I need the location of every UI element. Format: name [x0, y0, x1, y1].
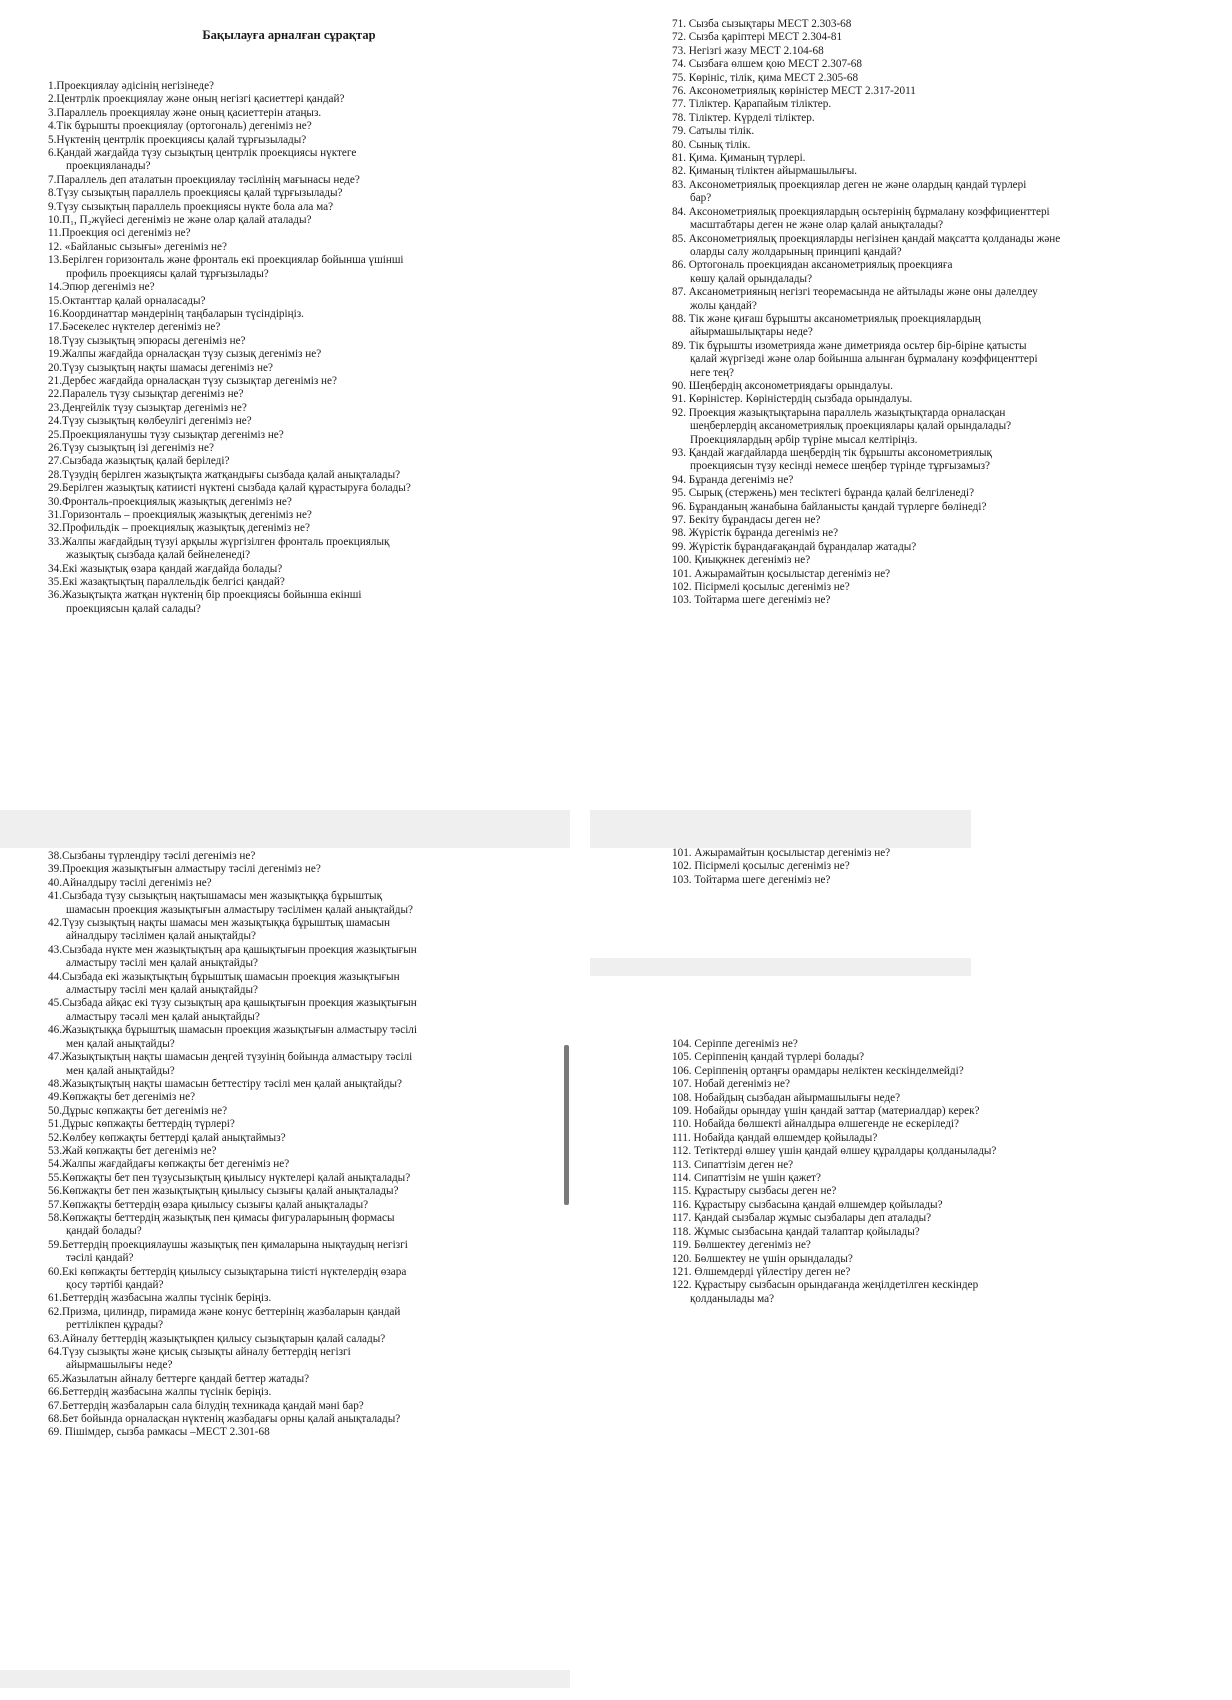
question-item [672, 45, 1232, 58]
question-text: 65.Жазылатын айналу беттерге қандай беттер жатады? [48, 1372, 310, 1385]
question-item [672, 18, 1232, 31]
question-item [672, 1239, 1232, 1252]
question-continuation: айырмашылығы неде? [66, 1359, 173, 1372]
question-text: 11.Проекция осі дегеніміз не? [48, 227, 191, 240]
question-text: 72. Сызба қаріптері МЕСТ 2.304-81 [672, 31, 843, 44]
question-text: 20.Түзу сызықтың нақты шамасы дегеніміз не? [48, 361, 273, 374]
question-text: 111. Нобайда қандай өлшемдер қойылады? [672, 1131, 878, 1144]
question-item [672, 487, 1232, 500]
question-text: 92. Проекция жазықтықтарына параллель жазықтықтарда орналасқан [672, 406, 1006, 419]
page-3 [48, 850, 530, 1575]
question-text: 29.Берілген жазықтық катиисті нүктені сызбада қалай құрастыруға болады? [48, 482, 411, 495]
question-text: 4.Тік бұрышты проекциялау (ортогональ) дегеніміз не? [48, 120, 312, 133]
question-item [48, 1426, 530, 1439]
question-item [48, 863, 530, 876]
question-text: 97. Бекіту бұрандасы деген не? [672, 514, 821, 527]
question-item [48, 1118, 530, 1131]
question-text: 3.Параллель проекциялау және оның қасиеттерін атаңыз. [48, 106, 322, 119]
question-item [48, 429, 530, 442]
question-text: 40.Айналдыру тәсілі дегеніміз не? [48, 876, 212, 889]
question-item [48, 576, 530, 589]
question-item [672, 447, 1232, 474]
question-item [48, 321, 530, 334]
question-text: 78. Тіліктер. Күрделі тіліктер. [672, 111, 815, 124]
question-text: 33.Жалпы жағдайдың түзуі арқылы жүргізілген фронталь проекциялық [48, 535, 390, 548]
question-item [672, 1212, 1232, 1225]
question-text: 43.Сызбада нүкте мен жазықтықтың ара қашықтығын проекция жазықтығын [48, 943, 417, 956]
question-text: 109. Нобайды орындау үшін қандай заттар (материалдар) керек? [672, 1105, 980, 1118]
question-item [672, 1078, 1232, 1091]
question-text: 26.Түзу сызықтың ізі дегеніміз не? [48, 441, 214, 454]
question-item [48, 295, 530, 308]
question-item [48, 402, 530, 415]
question-text: 16.Координаттар мәндерінің таңбаларын түсіндіріңіз. [48, 307, 304, 320]
question-item [48, 1333, 530, 1346]
page-4 [672, 847, 971, 904]
question-item [48, 1373, 530, 1386]
question-item [672, 1065, 1232, 1078]
question-item [48, 335, 530, 348]
question-item [672, 139, 1232, 152]
question-item [672, 286, 1232, 313]
question-text: 63.Айналу беттердің жазықтықпен қилысу сызықтарын қалай салады? [48, 1332, 386, 1345]
question-item [48, 1172, 530, 1185]
question-list [48, 80, 530, 616]
question-continuation: реттілікпен құрады? [66, 1319, 164, 1332]
question-continuation: мен қалай анықтайды? [66, 1064, 175, 1077]
question-item [672, 206, 1232, 233]
question-text: 35.Екі жазақтықтың параллельдік белгісі қандай? [48, 576, 285, 589]
question-text: 36.Жазықтықта жатқан нүктенің бір проекциясы бойынша екінші [48, 589, 362, 602]
question-continuation: проекциясын қалай салады? [66, 602, 201, 615]
question-item [672, 1145, 1232, 1158]
question-item [48, 971, 530, 998]
question-item [48, 455, 530, 468]
question-text: 9.Түзу сызықтың параллель проекциясы нүкте бола ала ма? [48, 200, 334, 213]
question-text: 60.Екі көпжақты беттердің қиылысу сызықтарына тиісті нүктелердің өзара [48, 1265, 407, 1278]
question-item [48, 469, 530, 482]
question-item [672, 1226, 1232, 1239]
question-item [672, 125, 1232, 138]
question-item [48, 1266, 530, 1293]
question-text: 24.Түзу сызықтың көлбеулігі дегеніміз не? [48, 415, 252, 428]
question-text: 85. Аксонометриялық проекцияларды негізінен қандай мақсатта қолданады және [672, 232, 1061, 245]
question-list [672, 847, 1232, 887]
question-item [48, 563, 530, 576]
question-item [672, 874, 1232, 887]
question-item [48, 536, 530, 563]
question-text: 101. Ажырамайтын қосылыстар дегеніміз не? [672, 847, 891, 859]
question-item [48, 348, 530, 361]
question-text: 113. Сипаттізім деген не? [672, 1158, 794, 1171]
question-text: 59.Беттердің проекциялаушы жазықтық пен қималарына нықтаудың негізгі [48, 1238, 408, 1251]
question-item [48, 201, 530, 214]
question-text: 103. Тойтарма шеге дегеніміз не? [672, 873, 831, 886]
question-item [48, 241, 530, 254]
question-continuation: қолданылады ма? [690, 1292, 775, 1305]
question-text: 55.Көпжақты бет пен түзусызықтың қиылысу нүктелері қалай анықталады? [48, 1171, 411, 1184]
question-text: 74. Сызбаға өлшем қою МЕСТ 2.307-68 [672, 58, 862, 71]
question-continuation: масштабтары деген не және олар қалай анықталады? [690, 219, 944, 232]
question-item [48, 134, 530, 147]
question-text: 114. Сипаттізім не үшін қажет? [672, 1172, 822, 1185]
question-text: 104. Серіппе дегеніміз не? [672, 1038, 798, 1050]
question-continuation: жазықтық сызбада қалай бейнеленеді? [66, 549, 251, 562]
question-text: 82. Қиманың тіліктен айырмашылығы. [672, 165, 858, 178]
question-text: 107. Нобай дегеніміз не? [672, 1078, 790, 1091]
question-text: 87. Аксанометрияның негізгі теоремасында не айтылады және оны дәлелдеу [672, 286, 1038, 299]
question-item [672, 31, 1232, 44]
page-separator [590, 810, 971, 848]
question-item [672, 474, 1232, 487]
question-text: 8.Түзу сызықтың параллель проекциясы қалай тұрғызылады? [48, 187, 343, 200]
question-text: 38.Сызбаны түрлендіру тәсілі дегеніміз не? [48, 850, 256, 862]
page-separator [0, 810, 570, 848]
question-continuation: қосу тәртібі қандай? [66, 1279, 164, 1291]
question-text: 88. Тік және қиғаш бұрышты аксанометриялық проекциялардың [672, 312, 981, 325]
question-text: 30.Фронталь-проекциялық жазықтық дегеніміз не? [48, 495, 292, 508]
question-text: 28.Түзудің берілген жазықтықта жатқандығы сызбада қалай анықталады? [48, 468, 401, 481]
question-item [672, 501, 1232, 514]
question-item [672, 1038, 1232, 1051]
question-continuation: бар? [690, 192, 712, 205]
question-text: 21.Дербес жағдайда орналасқан түзу сызықтар дегеніміз не? [48, 374, 337, 387]
question-text: 2.Центрлік проекциялау және оның негізгі қасиеттері қандай? [48, 93, 345, 106]
question-text: 116. Құрастыру сызбасына қандай өлшемдер қойылады? [672, 1198, 943, 1211]
question-text: 96. Бұранданың жанабына байланысты қандай түрлерге бөлінеді? [672, 500, 987, 513]
question-item [48, 1185, 530, 1198]
question-text: 12. «Байланыс сызығы» дегеніміз не? [48, 240, 227, 253]
question-text: 118. Жұмыс сызбасына қандай талаптар қойылады? [672, 1225, 920, 1238]
question-item [672, 594, 1232, 607]
question-item [672, 581, 1232, 594]
question-item [672, 1253, 1232, 1266]
question-text: 57.Көпжақты беттердің өзара қиылысу сызығы қалай анықталады? [48, 1198, 369, 1211]
question-text: 7.Параллель деп аталатын проекциялау тәсілінің мағынасы неде? [48, 173, 360, 186]
question-text: 90. Шеңбердің аксонометриядағы орындалуы. [672, 379, 893, 392]
question-text: 94. Бұранда дегеніміз не? [672, 473, 794, 486]
question-text: 64.Түзу сызықты және қисық сызықты айналу беттердің негізгі [48, 1346, 351, 1359]
question-text: 49.Көпжақты бет дегеніміз не? [48, 1091, 196, 1104]
question-text: 61.Беттердің жазбасына жалпы түсінік беріңіз. [48, 1292, 272, 1305]
page-title: Бақылауға арналған сұрақтар [202, 28, 376, 42]
question-item [48, 1400, 530, 1413]
question-text: 62.Призма, цилиндр, пирамида және конус беттерінің жазбаларын қандай [48, 1305, 401, 1318]
question-text: 99. Жүрістік бұрандағақандай бұрандалар жатады? [672, 540, 917, 553]
question-text: 67.Беттердің жазбаларын сала білудің техникада қандай мәні бар? [48, 1399, 364, 1412]
question-item [672, 85, 1232, 98]
question-continuation: көшу қалай орындалады? [690, 272, 813, 285]
question-item [48, 254, 530, 281]
question-text: 98. Жүрістік бұранда дегеніміз не? [672, 527, 839, 540]
question-text: 66.Беттердің жазбасына жалпы түсінік беріңіз. [48, 1386, 272, 1399]
question-text: 100. Қиықжнек дегеніміз не? [672, 554, 811, 567]
question-continuation: айырмашылықтары неде? [690, 326, 813, 339]
question-text: 13.Берілген горизонталь және фронталь екі проекциялар бойынша үшінші [48, 254, 404, 267]
question-text: 81. Қима. Қиманың түрлері. [672, 152, 806, 165]
question-continuation: проекциясын түзу кесінді немесе шеңбер түрінде тұрғызамыз? [690, 460, 990, 473]
question-list [672, 1038, 1232, 1306]
question-item [48, 1132, 530, 1145]
question-continuation: мен қалай анықтайды? [66, 1037, 175, 1050]
question-text: 115. Құрастыру сызбасы деген не? [672, 1185, 837, 1198]
question-item [672, 259, 1232, 286]
question-text: 102. Пісірмелі қосылыс дегеніміз не? [672, 860, 850, 873]
question-text: 117. Қандай сызбалар жұмыс сызбалары деп аталады? [672, 1212, 932, 1225]
question-text: 71. Сызба сызықтары МЕСТ 2.303-68 [672, 18, 852, 30]
question-item [48, 1051, 530, 1078]
question-item [672, 152, 1232, 165]
question-text: 23.Деңгейлік түзу сызықтар дегеніміз не? [48, 401, 247, 414]
question-text: 10.П₁, П₂жүйесі дегеніміз не және олар қалай аталады? [48, 214, 312, 227]
question-continuation: тәсілі қандай? [66, 1252, 134, 1265]
question-text: 42.Түзу сызықтың нақты шамасы мен жазықтыққа бұрыштық шамасын [48, 917, 391, 930]
question-continuation: Проекциялардың әрбір түріне мысал келтіріңіз. [690, 433, 918, 446]
question-text: 77. Тіліктер. Қарапайым тіліктер. [672, 98, 832, 111]
question-item [48, 944, 530, 971]
question-text: 121. Өлшемдерді үйлестіру деген не? [672, 1265, 851, 1278]
question-text: 47.Жазықтықтың нақты шамасын деңгей түзуінің бойында алмастыру тәсілі [48, 1051, 413, 1064]
question-text: 54.Жалпы жағдайдағы көпжақты бет дегеніміз не? [48, 1158, 290, 1171]
page-separator [590, 958, 971, 976]
question-text: 25.Проекцияланушы түзу сызықтар дегеніміз не? [48, 428, 284, 441]
question-continuation: оларды салу жолдарының принципі қандай? [690, 245, 902, 258]
question-item [48, 107, 530, 120]
question-text: 6.Қандай жағдайда түзу сызықтың центрлік проекциясы нүктеге [48, 147, 357, 160]
question-item [48, 1212, 530, 1239]
question-continuation: алмастыру тәсілі мен қалай анықтайды? [66, 957, 258, 970]
question-text: 79. Сатылы тілік. [672, 125, 755, 138]
question-item [48, 1386, 530, 1399]
question-text: 112. Тетіктерді өлшеу үшін қандай өлшеу құралдары қолданылады? [672, 1145, 997, 1158]
question-item [672, 98, 1232, 111]
question-item [672, 380, 1232, 393]
question-text: 18.Түзу сызықтың эпюрасы дегеніміз не? [48, 334, 246, 347]
question-item [48, 214, 530, 227]
question-text: 52.Көлбеу көпжақты беттерді қалай анықтаймыз? [48, 1131, 286, 1144]
question-text: 1.Проекциялау әдісінің негізінеде? [48, 80, 215, 92]
question-item [48, 877, 530, 890]
question-item [48, 890, 530, 917]
question-item [672, 1051, 1232, 1064]
question-text: 108. Нобайдың сызбадан айырмашылығы неде? [672, 1091, 901, 1104]
question-item [48, 1145, 530, 1158]
question-continuation: қандай болады? [66, 1225, 142, 1238]
question-item [672, 568, 1232, 581]
question-continuation: профиль проекциясы қалай тұрғызылады? [66, 267, 269, 280]
question-text: 45.Сызбада айқас екі түзу сызықтың ара қашықтығын проекция жазықтығын [48, 997, 417, 1010]
page-5 [672, 1038, 997, 1305]
question-item [48, 388, 530, 401]
question-item [672, 179, 1232, 206]
question-text: 69. Пішімдер, сызба рамкасы –МЕСТ 2.301-68 [48, 1426, 270, 1439]
question-item [48, 1105, 530, 1118]
question-item [672, 1132, 1232, 1145]
question-item [672, 340, 1232, 380]
question-item [48, 997, 530, 1024]
page-separator [0, 1670, 570, 1688]
question-item [48, 362, 530, 375]
question-item [672, 1159, 1232, 1172]
question-text: 110. Нобайда бөлшекті айналдыра өлшегенде не ескеріледі? [672, 1118, 959, 1131]
question-text: 19.Жалпы жағдайда орналасқан түзу сызық дегеніміз не? [48, 348, 322, 361]
question-continuation: айналдыру тәсілімен қалай анықтайды? [66, 930, 256, 943]
question-item [672, 233, 1232, 260]
question-item [48, 482, 530, 495]
question-text: 17.Бәсекелес нүктелер дегеніміз не? [48, 321, 221, 334]
question-text: 73. Негізгі жазу МЕСТ 2.104-68 [672, 44, 824, 57]
question-item [672, 1105, 1232, 1118]
question-list [48, 850, 530, 1440]
question-list [672, 18, 1232, 608]
question-text: 101. Ажырамайтын қосылыстар дегеніміз не? [672, 567, 891, 580]
question-item [672, 1185, 1232, 1198]
question-item [48, 120, 530, 133]
question-item [672, 112, 1232, 125]
question-text: 44.Сызбада екі жазықтықтың бұрыштық шамасын проекция жазықтығын [48, 970, 400, 983]
question-item [48, 509, 530, 522]
question-text: 50.Дұрыс көпжақты бет дегеніміз не? [48, 1104, 228, 1117]
question-item [672, 1279, 1232, 1306]
question-text: 51.Дұрыс көпжақты беттердің түрлері? [48, 1118, 235, 1131]
question-text: 39.Проекция жазықтығын алмастыру тәсілі дегеніміз не? [48, 863, 321, 876]
question-item [48, 174, 530, 187]
question-item [672, 1172, 1232, 1185]
question-item [48, 1158, 530, 1171]
question-item [48, 375, 530, 388]
question-item [48, 227, 530, 240]
question-item [672, 554, 1232, 567]
question-item [48, 308, 530, 321]
question-text: 27.Сызбада жазықтық қалай беріледі? [48, 455, 230, 468]
question-item [48, 496, 530, 509]
question-continuation: проекцияланады? [66, 160, 151, 173]
question-item [48, 850, 530, 863]
question-text: 86. Ортогональ проекциядан аксанометриялық проекцияға [672, 259, 953, 272]
question-text: 119. Бөлшектеу дегеніміз не? [672, 1239, 811, 1252]
question-item [672, 527, 1232, 540]
question-item [48, 1024, 530, 1051]
question-item [48, 187, 530, 200]
question-item [672, 58, 1232, 71]
question-continuation: қалай жүргізеді және олар бойынша алынған бұрмалану коэффиценттері [690, 353, 1038, 366]
question-item [48, 93, 530, 106]
question-item [672, 860, 1232, 873]
question-item [672, 847, 1232, 860]
question-text: 93. Қандай жағдайларда шеңбердің тік бұрышты аксонометриялық [672, 447, 992, 459]
question-text: 106. Серіппенің ортаңғы орамдары неліктен кескінделмейді? [672, 1064, 964, 1077]
question-item [672, 1118, 1232, 1131]
question-item [672, 541, 1232, 554]
question-text: 56.Көпжақты бет пен жазықтықтың қиылысу сызығы қалай анықталады? [48, 1185, 399, 1198]
question-item [48, 1199, 530, 1212]
question-text: 46.Жазықтыққа бұрыштық шамасын проекция жазықтығын алмастыру тәсілі [48, 1024, 418, 1037]
question-item [48, 522, 530, 535]
question-text: 91. Көріністер. Көріністердің сызбада орындалуы. [672, 393, 913, 406]
question-text: 120. Бөлшектеу не үшін орындалады? [672, 1252, 853, 1265]
question-item [48, 589, 530, 616]
question-continuation: алмастыру тәсәлі мен қалай анықтайды? [66, 1010, 260, 1023]
question-item [48, 1239, 530, 1266]
question-item [48, 1346, 530, 1373]
question-continuation: шамасын проекция жазықтығын алмастыру тәсілімен қалай анықтайды? [66, 903, 413, 916]
question-text: 31.Горизонталь – проекциялық жазықтық дегеніміз не? [48, 509, 312, 521]
question-text: 84. Аксонометриялық проекциялардың осьтерінің бұрмалану коэффициенттері [672, 205, 1050, 218]
question-text: 95. Сырық (стержень) мен тесіктегі бұранда қалай белгіленеді? [672, 487, 975, 500]
question-text: 102. Пісірмелі қосылыс дегеніміз не? [672, 581, 850, 594]
question-item [672, 1092, 1232, 1105]
question-text: 105. Серіппенің қандай түрлері болады? [672, 1051, 865, 1064]
question-continuation: неге тең? [690, 366, 734, 379]
question-item [48, 1306, 530, 1333]
question-item [48, 1413, 530, 1426]
question-item [672, 313, 1232, 340]
page-2 [672, 18, 1061, 773]
page-1 [48, 28, 530, 768]
question-item [48, 917, 530, 944]
question-item [672, 514, 1232, 527]
question-text: 83. Аксонометриялық проекциялар деген не және олардың қандай түрлері [672, 178, 1027, 191]
question-text: 80. Сынық тілік. [672, 138, 751, 151]
question-item [48, 1292, 530, 1305]
question-text: 76. Аксонометриялық көріністер МЕСТ 2.317-2011 [672, 85, 916, 98]
question-text: 22.Паралель түзу сызықтар дегеніміз не? [48, 388, 244, 401]
question-text: 103. Тойтарма шеге дегеніміз не? [672, 594, 831, 607]
question-text: 53.Жай көпжақты бет дегеніміз не? [48, 1144, 217, 1157]
question-continuation: жолы қандай? [690, 299, 757, 312]
question-item [48, 147, 530, 174]
question-item [672, 407, 1232, 447]
question-text: 48.Жазықтықтың нақты шамасын беттестіру тәсілі мен қалай анықтайды? [48, 1077, 402, 1090]
question-text: 5.Нүктенің центрлік проекциясы қалай тұрғызылады? [48, 133, 307, 146]
question-item [672, 1266, 1232, 1279]
question-item [48, 1078, 530, 1091]
question-continuation: шеңберлердің аксанометриялық проекциялары қалай орындалады? [690, 420, 1012, 433]
question-item [672, 1199, 1232, 1212]
question-text: 32.Профильдік – проекциялық жазықтық дегеніміз не? [48, 522, 310, 535]
question-item [48, 1091, 530, 1104]
question-text: 58.Көпжақты беттердің жазықтық пен қимасы фигураларының формасы [48, 1211, 395, 1224]
question-item [48, 442, 530, 455]
question-continuation: алмастыру тәсілі мен қалай анықтайды? [66, 984, 258, 997]
question-text: 68.Бет бойында орналасқан нүктенің жазбадағы орны қалай анықталады? [48, 1413, 401, 1426]
question-item [672, 393, 1232, 406]
question-text: 15.Октанттар қалай орналасады? [48, 294, 206, 307]
question-text: 14.Эпюр дегеніміз не? [48, 281, 155, 294]
question-item [48, 415, 530, 428]
question-text: 41.Сызбада түзу сызықтың нақтышамасы мен жазықтыққа бұрыштық [48, 890, 383, 903]
question-text: 89. Тік бұрышты изометрияда және диметрияда осьтер бір-біріне қатысты [672, 339, 1027, 352]
scrollbar-thumb[interactable] [564, 1045, 569, 1205]
question-item [48, 80, 530, 93]
question-item [48, 281, 530, 294]
question-text: 34.Екі жазықтық өзара қандай жағдайда болады? [48, 562, 283, 575]
question-text: 75. Көрініс, тілік, қима МЕСТ 2.305-68 [672, 71, 859, 84]
question-item [672, 72, 1232, 85]
question-text: 122. Құрастыру сызбасын орындағанда жеңілдетілген кескіндер [672, 1279, 979, 1292]
question-item [672, 165, 1232, 178]
